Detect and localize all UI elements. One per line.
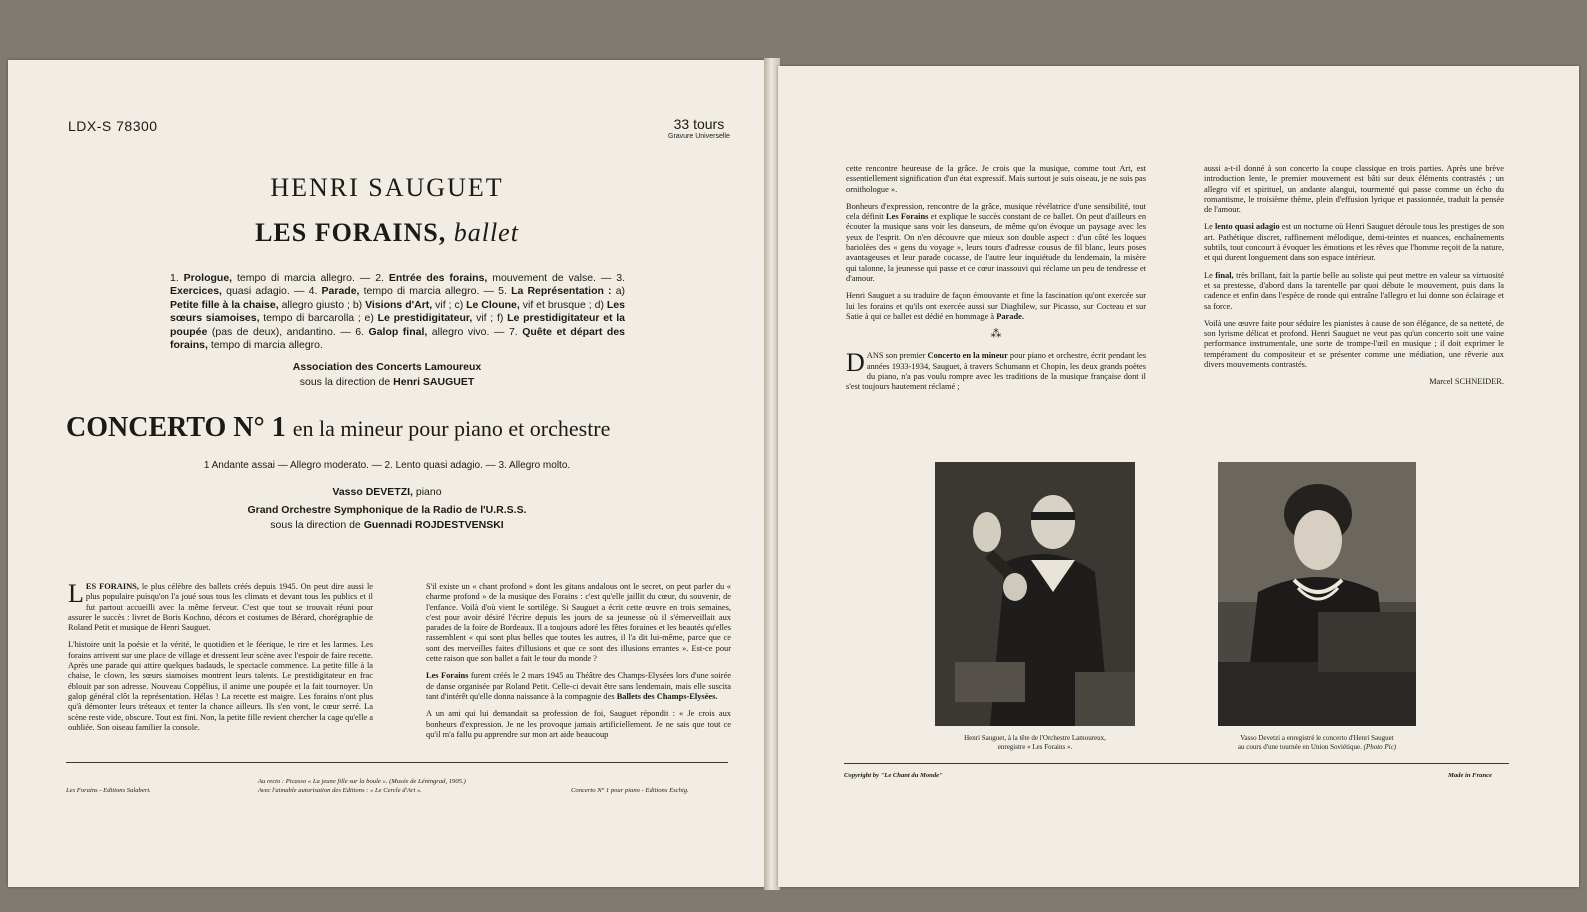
notes-column-2 <box>426 582 731 747</box>
concerto-subtitle: en la mineur pour piano et orchestre <box>292 416 611 441</box>
right-cover-panel <box>778 66 1579 887</box>
col1-text-1: le plus célèbre des ballets créés depuis 1945. On peut dire aussi le plus populaire puisqu'on l'a joué sous tous les climats et devant tous les publics et il fut partout accueilli avec la même ferveur. C'est que tout se trouvait réuni pour assurer le succès : livret de Boris Kochno, décors et costumes de Bérard, chorégraphie de Roland Petit et musique de Henri Sauguet. <box>68 582 373 633</box>
movement-number: 6. <box>355 325 364 338</box>
movement-tempo: tempo di barcarolla ; <box>263 312 365 325</box>
photo-credit: (Photo Pic) <box>1363 743 1397 751</box>
dropcap-l: L <box>68 579 84 608</box>
ballet-title <box>8 218 766 248</box>
speed-label <box>668 116 730 140</box>
direction-2-prefix: sous la direction de <box>270 519 361 531</box>
col2-bold-1: Les Forains <box>426 671 469 681</box>
movement-name: Exercices, <box>170 285 222 298</box>
movement-number: f) <box>496 312 504 325</box>
col4-para-4: Voilà une œuvre faite pour séduire les pianistes à cause de son élégance, de sa netteté, de son lyrisme délicat et profond. Henri Sauguet ne veut pas qu'un concerto soit une vaine performance instrumentale, une sorte de trompe-l'œil en musique ; il doit exprimer le tempérament du compositeur et se présenter comme une médiation, une rêverie aux divers mouvements contrastés. <box>1204 318 1504 370</box>
col3-para-1: cette rencontre heureuse de la grâce. Je crois que la musique, comme tout Art, est essentiellement signification d'un état expressif. Mais surtout je suis oiseau, je ne suis pas ornithologue ». <box>846 164 1146 194</box>
copyright-notice: Copyright by "Le Chant du Monde" <box>844 772 943 779</box>
movement-tempo: tempo di marcia allegro. — <box>236 272 376 284</box>
movement-name: Galop final, <box>368 325 428 338</box>
notes-column-3 <box>846 164 1146 400</box>
col4-text-3: très brillant, fait la partie belle au soliste qui peut mettre en valeur sa virtuosité et sa prestesse, d'abord dans la tarentelle par quoi débute le mouvement, puis dans la cadence et enfin dans l'espèce de ronde qui entraîne l'allegro et lui donne son éclairage et sa force. <box>1204 270 1505 311</box>
left-footer-rule <box>66 762 728 763</box>
movement-name: Le prestidigitateur, <box>377 312 473 325</box>
col4-para-3 <box>1204 271 1504 312</box>
signature: Marcel SCHNEIDER. <box>1429 377 1504 387</box>
movement-number: d) <box>594 298 604 311</box>
direction-1-name: Henri SAUGUET <box>393 376 475 388</box>
movement-number: 7. <box>508 325 518 338</box>
footer-cover-credit-1: Au recto : Picasso « La jeune fille sur la boule ». (Musée de Léningrad, 1905.) <box>258 778 466 785</box>
direction-2 <box>8 518 766 533</box>
photo1-caption-1: Henri Sauguet, à la tête de l'Orchestre Lamoureux, <box>964 734 1106 742</box>
col3-text-4: pour piano et orchestre, écrit pendant les années 1933-1934, Sauguet, à travers Schumann et Chopin, les deux grands poètes du piano, n'a pas voulu rompre avec les traditions de la musique française dont il s'est toujours hautement réclamé ; <box>846 351 1147 392</box>
movement-name: Le Cloune, <box>466 298 520 311</box>
col1-bold: ES FORAINS, <box>85 582 139 591</box>
movement-tempo: quasi adagio. — <box>226 285 309 298</box>
photo2-caption <box>1208 734 1426 752</box>
movement-number: 4. <box>308 285 318 298</box>
pianist-illustration <box>1218 462 1416 726</box>
movement-name: Le prestidigitateur et la poupée <box>170 312 626 338</box>
movement-name: Quête et départ des forains, <box>170 325 626 352</box>
col3-text-2b: et explique le succès constant de ce ballet. On peut d'ailleurs en écouter la musique sans voir les danseurs, de même qu'on évoque un paysage avec les yeux de l'esprit. On n'en découvre que mieux son double aspect : d'un côté les loques bariolées des « gens du voyage », leurs tours d'adresse cousus de fil blanc, leurs poses avantageuses et leur parade cocasse, de l'autre leur inquiétude du lendemain, la misère qui talonne, la jeunesse qui passe et ce cœur inassouvi qui réclame un peu de tendresse et d'amour. <box>846 212 1147 283</box>
soloist-first-name: Vasso <box>332 486 363 498</box>
movement-tempo: mouvement de valse. — <box>492 272 617 284</box>
movement-number: 2. <box>375 272 384 284</box>
photo1-caption-2: enregistre « Les Forains ». <box>997 743 1073 751</box>
movement-name: Parade, <box>321 285 360 298</box>
col2-para-3: A un ami qui lui demandait sa profession de foi, Sauguet répondit : « Je crois aux bonheurs d'expression. Je ne les provoque jamais artificiellement. Je ne sais que tout ce qu'il m'a fallu pu apprendre sur mon art aide beaucoup <box>426 709 731 739</box>
footer-right-publisher: Concerto N° 1 pour piano - Editions Eschig. <box>571 787 689 794</box>
col3-para-4 <box>846 348 1147 392</box>
direction-2-name: Guennadi ROJDESTVENSKI <box>363 519 504 531</box>
soloist-last-name: DEVETZI, <box>365 486 413 498</box>
performers-2 <box>8 485 766 533</box>
movement-name: Les sœurs siamoises, <box>170 298 625 325</box>
soloist <box>8 485 766 500</box>
made-in-france: Made in France <box>1448 772 1492 779</box>
photo1-caption <box>935 734 1135 752</box>
col3-para-3 <box>846 291 1146 322</box>
col1-para-2: L'histoire unit la poésie et la vérité, le quotidien et le féerique, le rire et les larmes. Les forains arrivent sur une place de village et dressent leur scène avec l'espoir de faire recette. Après une parade qui attire quelques badauds, le spectacle commence. La petite fille à la chaise, le clown, les sœurs siamoises montrent leurs talents. Le prestidigitateur en frac éblouit par son adresse. Nouveau Coppélius, il anime une poupée et la fait tournoyer. Un galop général clôt la représentation. Hélas ! La recette est maigre. Les forains n'ont plus qu'à démonter leurs tréteaux et tenter la chance ailleurs. Ils s'en vont, le cœur serré. La scène reste vide, obscure. Tout est fini. Non, la petite fille revient chercher la cage qu'elle a oubliée. Son oiseau familier la console. <box>68 640 373 732</box>
col2-para-1: S'il existe un « chant profond » dont les gitans andalous ont le secret, on peut parler du « charme profond » de la musique des Forains : c'est qu'elle jaillit du cœur, du souvenir, de l'enfance. Voilà d'où vient le sortilège. Si Sauguet a écrit cette œuvre en trois semaines, c'est pour avoir désiré l'écrire depuis les jours de sa jeunesse où il s'émerveillait aux parades de la foire de Bordeaux. Il a toujours adoré les fêtes foraines et les beautés qu'elles rassemblent « qui sont plus belles que toutes les autres, il l'a dit lui-même, parce que ce sont des merveilles faites d'illusions et que ce sont des illusions errantes ». Est-ce pour cette raison que son ballet a fait le tour du monde ? <box>426 582 731 664</box>
col3-bold-1: Les Forains <box>886 212 929 222</box>
ballet-movements <box>170 272 625 352</box>
col1-para-1 <box>68 579 373 633</box>
col2-para-2 <box>426 671 731 702</box>
col4-para-1: aussi a-t-il donné à son concerto la coupe classique en trois parties. Après une brève introduction lente, le premier mouvement est bâti sur deux éléments contrastés ; un allegro vif et spirituel, un andante alangui, tourmenté qui passe comme un écho du romantisme, le troisième thème, plein d'effusion lyrique et passionnée, traduit la pensée de l'amour. <box>1204 164 1504 215</box>
photo2-caption-line2 <box>1208 743 1426 752</box>
photo2-caption-1: Vasso Devetzi a enregistré le concerto d'Henri Sauguet <box>1240 734 1394 742</box>
direction-1 <box>8 375 766 390</box>
movement-tempo: tempo di marcia allegro. <box>210 339 323 352</box>
col4-para-2 <box>1204 222 1504 263</box>
movement-name: Prologue, <box>183 272 233 284</box>
movement-name: Visions d'Art, <box>365 298 433 311</box>
movement-name: La Représentation : <box>511 285 612 298</box>
movement-tempo: vif ; <box>435 298 455 311</box>
col3-text-4a: ANS son premier <box>866 351 926 361</box>
dropcap-d: D <box>846 348 865 378</box>
col3-text-2: Bonheurs d'expression, rencontre de la grâce, musique révélatrice d'une sensibilité, tout cela définit <box>846 201 1146 222</box>
speed-value: 33 tours <box>673 116 725 132</box>
photo2-caption-2: au cours d'une tournée en Union Soviétique. <box>1237 743 1362 751</box>
movement-number: a) <box>615 285 626 298</box>
conductor-illustration <box>935 462 1135 726</box>
col3-bold-2: Parade. <box>996 311 1024 321</box>
direction-1-prefix: sous la direction de <box>299 376 391 388</box>
notes-column-4 <box>1204 164 1504 388</box>
right-footer-rule <box>844 763 1509 764</box>
composer-name: HENRI SAUGUET <box>270 173 504 202</box>
col3-bold-3: Concerto en la mineur <box>927 351 1008 361</box>
movement-number: 5. <box>498 285 507 298</box>
col4-text-2: est un nocturne où Henri Sauguet déroule tous les prestiges de son art. Pathétique discret, raffinement mélodique, demi-teintes et nuances, enchaînements subtils, tout concourt à évoquer les émotions et les rêves que l'homme reçoit de la nature, et qui durent longuement dans son espace intérieur. <box>1204 222 1505 263</box>
ballet-title-text: LES FORAINS, <box>255 218 447 247</box>
col4-text-2a: Le <box>1204 222 1213 232</box>
col2-text-2: furent créés le 2 mars 1945 au Théâtre des Champs-Elysées lors d'une soirée de danse organisée par Roland Petit. Celle-ci devait être sans lendemain, mais elle suscita tant d'intérêt qu'elle donna naissance à la compagnie des <box>426 671 731 701</box>
catalog-number: LDX-S 78300 <box>68 118 158 134</box>
footer-left-publisher: Les Forains - Editions Salabert. <box>66 787 151 794</box>
soloist-instrument: piano <box>415 486 442 498</box>
movement-number: c) <box>454 298 464 311</box>
col4-bold-1: lento quasi adagio <box>1214 222 1280 232</box>
notes-column-1 <box>68 579 373 740</box>
movement-name: Entrée des forains, <box>388 272 488 284</box>
movement-tempo: allegro giusto ; <box>281 298 353 311</box>
orchestra-1-name: Association des Concerts Lamoureux <box>292 361 482 373</box>
photo-devetzi <box>1218 462 1416 726</box>
movement-tempo: vif et brusque ; <box>522 298 595 311</box>
engraving-label: Gravure Universelle <box>668 133 730 140</box>
left-cover-panel <box>8 60 766 887</box>
movement-tempo: allegro vivo. — <box>431 325 509 338</box>
orchestra-2-name: Grand Orchestre Symphonique de la Radio de l'U.R.S.S. <box>247 504 527 516</box>
movement-tempo: tempo di marcia allegro. — <box>363 285 499 298</box>
col3-text-3: Henri Sauguet a su traduire de façon émouvante et fine la fascination qu'ont exercée sur lui les forains et qu'ils ont exercée aussi sur Diaghilew, sur Picasso, sur Cocteau et sur Satie à qui ce ballet est dédié en hommage à <box>846 291 1146 321</box>
col4-text-3a: Le <box>1204 270 1213 280</box>
movement-number: 3. <box>616 272 625 284</box>
col4-bold-2: final, <box>1215 270 1234 280</box>
concerto-title <box>66 412 610 444</box>
col3-para-2 <box>846 202 1146 284</box>
movement-name: Petite fille à la chaise, <box>170 298 279 311</box>
concerto-movements: 1 Andante assai — Allegro moderato. — 2. Lento quasi adagio. — 3. Allegro molto. <box>203 460 571 471</box>
movement-tempo: vif ; <box>476 312 497 325</box>
footer-cover-credit <box>258 777 538 795</box>
concerto-title-text: CONCERTO N° 1 <box>66 412 286 443</box>
orchestra-1 <box>8 360 766 390</box>
movement-number: b) <box>352 298 363 311</box>
col2-bold-2: Ballets des Champs-Elysées. <box>616 691 718 701</box>
ballet-word: ballet <box>453 218 519 247</box>
movement-number: e) <box>364 312 374 325</box>
movement-tempo: (pas de deux), andantino. — <box>211 325 356 338</box>
ornament: ⁂ <box>990 328 1002 341</box>
movement-number: 1. <box>170 272 179 284</box>
photo-sauguet-conducting <box>935 462 1135 726</box>
footer-cover-credit-2: Avec l'aimable autorisation des Editions : « Le Cercle d'Art ». <box>258 787 422 794</box>
